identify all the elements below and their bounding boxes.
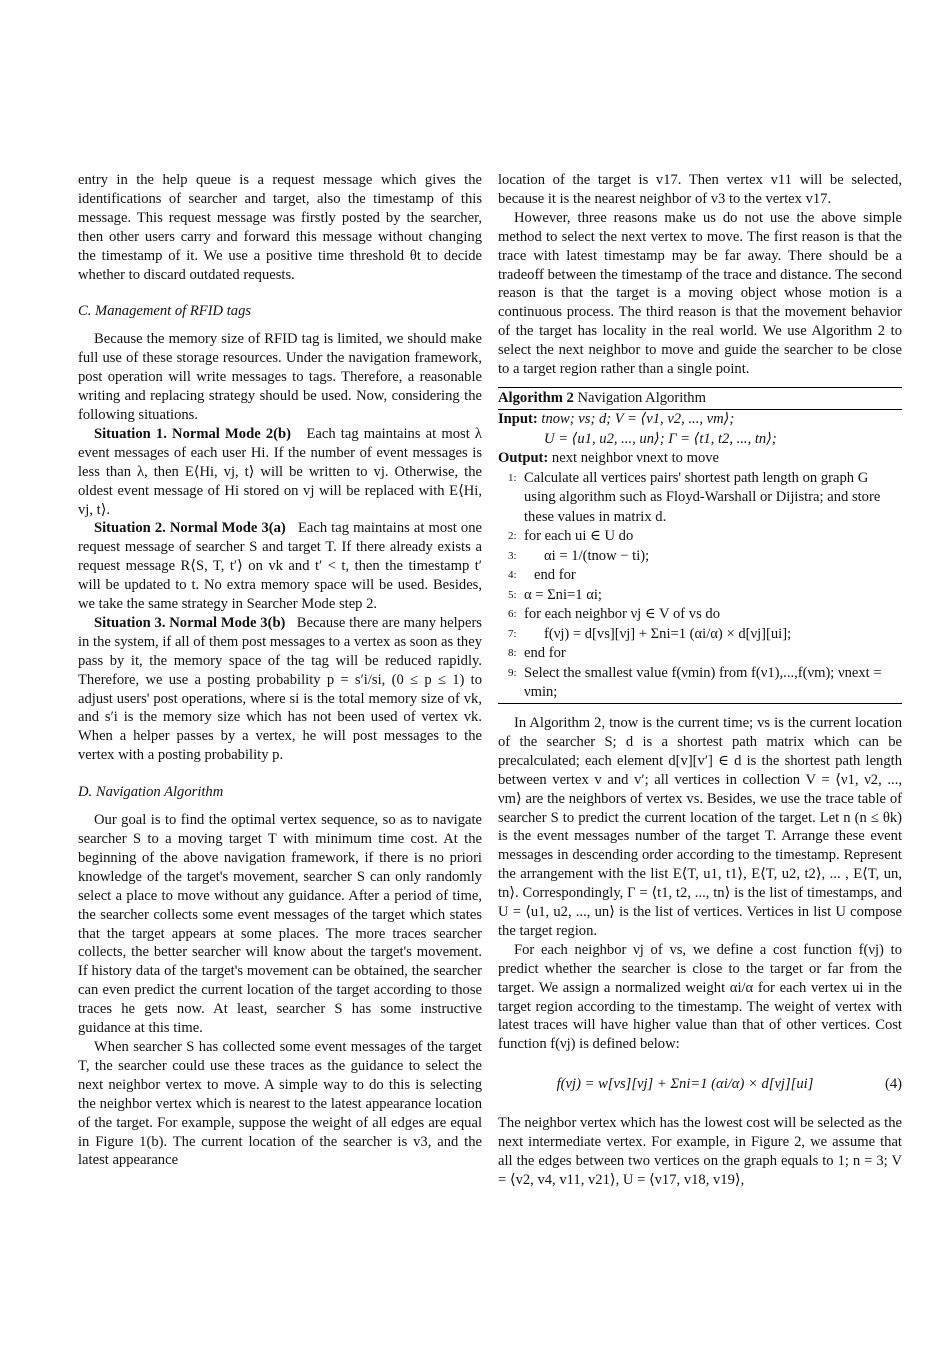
situation-3-title: Situation 3. Normal Mode 3(b) (94, 614, 286, 631)
situation-1-text: Each tag maintains at most λ event messages of each user Hi. If the number of event messages is less than λ, then E⟨Hi, vj, t⟩ will be written to vj. Otherwise, the oldest event message of Hi stored on vj will be replaced with E⟨Hi, vj, t⟩. (78, 425, 482, 518)
algorithm-line-text: end for (524, 645, 566, 662)
section-d-paragraph-1: Our goal is to find the optimal vertex sequence, so as to navigate searcher S to a moving target T with minimum time cost. At the beginning of the above navigation framework, if there is no priori knowledge of the target's movement, searcher S can only randomly select a place to move without any guidance. After a period of time, the searcher collects some event messages of the target which states that the target appears at some places. The more traces searcher collects, the better searcher will know about the target's movement. If history data of the target's movement can be obtained, the searcher can even predict the current location of the target according to those traces he gets now. At least, searcher S has some instructive guidance at this time. (78, 812, 482, 1037)
algorithm-input (498, 410, 902, 449)
equation-number: (4) (884, 1075, 902, 1092)
algorithm-line-number: 3: (508, 549, 517, 562)
section-c-paragraph: Because the memory size of RFID tag is limited, we should make full use of these storage resources. Under the navigation framework, post operation will write messages to tags. Therefore, a reasonable writing and replacing strategy should be used. Now, considering the following situations. (78, 331, 482, 423)
algorithm-title-rest: Navigation Algorithm (573, 389, 706, 406)
algorithm-line-text: end for (534, 567, 576, 584)
situation-2 (78, 519, 482, 614)
situation-3 (78, 614, 482, 765)
situation-1-title: Situation 1. Normal Mode 2(b) (94, 425, 291, 442)
algorithm-line-number: 8: (508, 647, 517, 660)
algorithm-line-number: 9: (508, 666, 517, 679)
algorithm-input-1: tnow; vs; d; V = ⟨ν1, ν2, ..., νm⟩; (541, 411, 735, 428)
section-d-paragraph-2: When searcher S has collected some event messages of the target T, the searcher could use these traces as the guidance to select the next neighbor vertex to move. A simple way to do this is selecting the neighbor vertex which is nearest to the latest appearance location of the target. For example, suppose the weight of all edges are equal in Figure 1(b). The current location of the searcher is v3, and the latest appearance (78, 1038, 482, 1169)
algorithm-line (498, 586, 902, 606)
right-paragraph-1: location of the target is v17. Then vertex v11 will be selected, because it is the nearest neighbor of v3 to the vertex v17. (498, 172, 902, 207)
algorithm-box (498, 387, 902, 704)
algorithm-output-text: next neighbor νnext to move (548, 450, 720, 467)
algorithm-line-text: for each ui ∈ U do (524, 528, 634, 545)
algorithm-output-label: Output: (498, 450, 549, 467)
algorithm-input-2: U = ⟨u1, u2, ..., un⟩; Γ = ⟨t1, t2, ..., tn⟩; (544, 430, 777, 447)
algorithm-line-text: Select the smallest value f(νmin) from f(ν1),...,f(νm); νnext = νmin; (524, 664, 882, 701)
algorithm-line-text: Calculate all vertices pairs' shortest path length on graph G using algorithm such as Floyd-Warshall or Dijistra; and store these values in matrix d. (524, 469, 881, 525)
algorithm-line-number: 4: (508, 569, 517, 582)
algorithm-line-number: 5: (508, 588, 517, 601)
algorithm-output (498, 449, 902, 469)
algorithm-lines (498, 469, 902, 703)
algorithm-line (498, 527, 902, 547)
algorithm-title-bold: Algorithm 2 (498, 389, 574, 406)
algorithm-line (498, 547, 902, 567)
algorithm-line-text: αi = 1/(tnow − ti); (544, 547, 650, 564)
equation-body: f(νj) = w[vs][νj] + Σni=1 (αi/α) × d[νj][ui] (556, 1075, 814, 1092)
equation-4 (498, 1064, 902, 1104)
algorithm-line (498, 644, 902, 664)
situation-3-text: Because there are many helpers in the system, if all of them post messages to a vertex as soon as they pass by it, the memory space of the tag will be reduced rapidly. Therefore, we use a posting probability p = s′i/si, (0 ≤ p ≤ 1) to adjust users' post operations, where si is the total memory size of vk, and s′i is the memory size which has not been used of vertex vk. When a helper passes by a vertex, he will post messages to the vertex with a posting probability p. (78, 614, 482, 764)
algorithm-line (498, 664, 902, 703)
algorithm-line-number: 7: (508, 627, 517, 640)
algorithm-line (498, 625, 902, 645)
intro-paragraph: entry in the help queue is a request message which gives the identifications of searcher and target, also the timestamp of this message. This request message was firstly posted by the searcher, then other users carry and forward this message without changing the timestamp of it. We use a positive time threshold θt to decide whether to discard outdated requests. (78, 172, 482, 283)
algorithm-line-number: 1: (508, 471, 517, 484)
algorithm-line (498, 566, 902, 586)
situation-2-text: Each tag maintains at most one request message of searcher S and target T. If there already exists a request message R⟨S, T, t′⟩ on vk and t′ < t, then the timestamp t′ will be updated to t. No extra memory space will be used. Besides, we take the same strategy in Searcher Mode step 2. (78, 520, 482, 613)
situation-1 (78, 425, 482, 520)
algorithm-title (498, 388, 902, 411)
situation-2-title: Situation 2. Normal Mode 3(a) (94, 520, 286, 537)
algorithm-input-label: Input: (498, 411, 538, 428)
algorithm-line-text: α = Σni=1 αi; (524, 586, 602, 603)
right-paragraph-3: In Algorithm 2, tnow is the current time; vs is the current location of the searcher S; d is a shortest path matrix which can be precalculated; each element d[v][v′] ∈ d is the shortest path length between vertex v and v′; all vertices in collection V = ⟨ν1, ν2, ..., νm⟩ are the neighbors of vertex vs. Besides, we use the trace table of searcher S to predict the current location of the target. Let n (n ≤ θk) is the event messages number of the target T. Arrange these event messages in descending order according to the timestamp. Represent the arrangement with the list E⟨T, u1, t1⟩, E⟨T, u2, t2⟩, ... , E⟨T, un, tn⟩. Correspondingly, Γ = ⟨t1, t2, ..., tn⟩ is the list of timestamps, and U = ⟨u1, u2, ..., un⟩ is the list of vertices. Vertices in list U compose the target region. (498, 714, 902, 939)
right-column (498, 171, 902, 1190)
left-column (78, 171, 482, 1170)
algorithm-line-text: for each neighbor νj ∈ V of vs do (524, 606, 721, 623)
right-paragraph-5: The neighbor vertex which has the lowest cost will be selected as the next intermediate vertex. For example, in Figure 2, we assume that all the edges between two vertices on the graph equals to 1; n = 3; V = ⟨v2, v4, v11, v21⟩, U = ⟨v17, v18, v19⟩, (498, 1115, 902, 1188)
algorithm-line-text: f(νj) = d[vs][νj] + Σni=1 (αi/α) × d[νj][ui]; (544, 625, 792, 642)
algorithm-line-number: 6: (508, 608, 517, 621)
algorithm-line-number: 2: (508, 530, 517, 543)
right-paragraph-2: However, three reasons make us do not use the above simple method to select the next vertex to move. The first reason is that the trace with latest timestamp may be far away. There should be a tradeoff between the timestamp of the trace and distance. The second reason is that the target is a moving object whose motion is a continuous process. The third reason is that the movement behavior of the target has locality in the real world. We use Algorithm 2 to select the next neighbor to move and guide the searcher to be close to a target region rather than a single point. (498, 209, 902, 378)
section-d-heading: D. Navigation Algorithm (78, 784, 224, 801)
algorithm-line (498, 469, 902, 528)
section-c-heading: C. Management of RFID tags (78, 303, 252, 320)
right-paragraph-4: For each neighbor νj of vs, we define a cost function f(νj) to predict whether the searcher is close to the target or far from the target. We assign a normalized weight αi/α for each vertex ui in the target region according to the timestamp. The weight of vertex with latest traces will have higher value than that of other vertices. Cost function f(νj) is defined below: (498, 941, 902, 1053)
algorithm-line (498, 605, 902, 625)
